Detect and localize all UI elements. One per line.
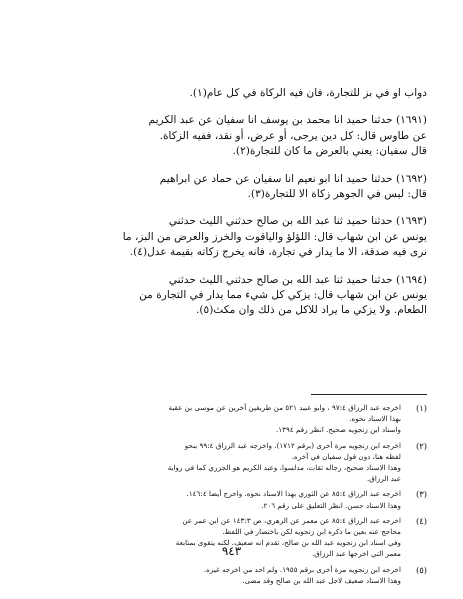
- footnote-line: اخرجه عبد الرزاق ٩٧:٤ ، وابو عبيد ٥٢١ من طريقين آخرين عن موسى بن عقبة: [168, 403, 401, 412]
- footnote-number: (٤): [415, 515, 427, 526]
- footnote-number: (١): [415, 403, 427, 413]
- footnote-number: (٣): [415, 489, 427, 500]
- text-line: يونس عن ابن شهاب قال: يزكي كل شيء مما يدار في التجارة من: [139, 289, 427, 302]
- footnote-line: وهذا الاسناد صعيف لاجل عبد الله بن صالح وقد مضى.: [242, 575, 401, 585]
- text-line: قال: ليس في الجوهر زكاة الا للتجارة(٣).: [247, 188, 427, 201]
- footnote-line: وهذا الاسناد حسن. انظر التعليق على رقم ٢٠٦.: [261, 500, 401, 510]
- footnote-line: بهذا الاسناد نحوه.: [349, 414, 401, 424]
- footnote-5: [32, 564, 427, 586]
- footnotes: [32, 402, 427, 590]
- paragraph-1694: [32, 273, 427, 319]
- text-line: (١٦٩١) حدثنا حميد انا محمد بن يوسف انا سفيان عن عبد الكريم: [148, 114, 427, 127]
- text-line: (١٦٩٢) حدثنا حميد انا ابو نعيم انا سفيان عن حماد عن ابراهيم: [159, 172, 427, 185]
- footnote-line: اخرجه ابن زنجويه مرة أخرى (برقم ١٧١٢). واخرجه عبد الرزاق ٩٩:٤ بنحو: [184, 440, 401, 450]
- footnote-line: واسناد ابن زنجويه صحيح. انظر رقم ١٣٩٤.: [275, 425, 401, 435]
- footnote-line: محاجج عنه بعين ما ذكره ابن زنجويه لكن باختصار في اللفظ.: [222, 527, 401, 537]
- text-line: (١٦٩٣) حدثنا حميد ثنا عبد الله بن صالح حدثني الليث حدثني: [168, 215, 427, 228]
- footnote-line: اخرجه ابن زنجويه مرة أخرى برقم ١٩٥٥. ولم احد من اخرجه غيره.: [203, 564, 401, 574]
- page-number: ٩٤٣: [221, 544, 242, 558]
- paragraph-1691: [32, 113, 427, 159]
- footnote-2: [32, 440, 427, 485]
- text-line: (١٦٩٤) حدثنا حميد ثنا عبد الله بن صالح حدثني الليث حدثني: [168, 273, 427, 286]
- footnote-line: وفي اسناد ابن زنجويه عبد الله بن صالح، تقدم انه صعيف. لكنه يتقوى بمتابعة: [175, 538, 401, 548]
- main-text: [32, 86, 427, 319]
- footnote-1: [32, 402, 427, 436]
- footnote-line: اخرجه عبد الرزاق ٨٥:٤ عن الثوري بهذا الاسناد نحوه. واخرج أيضا ١٤٦:٤.: [186, 489, 401, 499]
- paragraph-1693: [32, 214, 427, 260]
- footnote-number: (٥): [415, 564, 427, 575]
- footnote-line: لفظه هنا، دون قول سفيان في آخره.: [291, 451, 401, 461]
- paragraph-1692: [32, 172, 427, 203]
- footnote-line: معمر التي اخرجها عبد الرزاق.: [312, 549, 401, 559]
- text-line: عن طاوس قال: كل دين يرجى، أو عرض، أو نقد، ففيه الزكاة.: [159, 129, 427, 142]
- text-line: قال سفيان: يعني بالعرض ما كان للتجارة(٢).: [232, 145, 427, 158]
- text-line: دواب او في بز للتجارة، فان فيه الركاة في كل عام(١).: [189, 87, 427, 99]
- text-line: يونس عن ابن شهاب قال: اللؤلؤ والياقوت والخرز والعرض من البز، ما: [122, 230, 427, 243]
- text-line: نرى فيه صدقة، الا ما يدار في تجارة، فانه يخرج زكاته بقيمة عدل(٤).: [129, 246, 427, 259]
- footnote-line: عبد الرزاق.: [367, 474, 401, 484]
- footnote-number: (٢): [415, 440, 427, 451]
- footnote-3: [32, 488, 427, 510]
- footnote-separator: [311, 394, 427, 395]
- footnote-line: وهذا الاسناد صحيح، رجاله ثقات، مدلسوا، وعبد الكريم هو الجزري كما في رواية: [167, 463, 401, 473]
- text-line: الطعام. ولا يزكي ما يراد للاكل من ذلك وان مكث(٥).: [196, 304, 427, 317]
- footnote-line: اخرجه عبد الرزاق ٨٥:٤ عن معمر عن الزهري، ص ١٤٣:٣ عن ابن عمر عن: [182, 515, 401, 525]
- paragraph-intro: [32, 86, 427, 101]
